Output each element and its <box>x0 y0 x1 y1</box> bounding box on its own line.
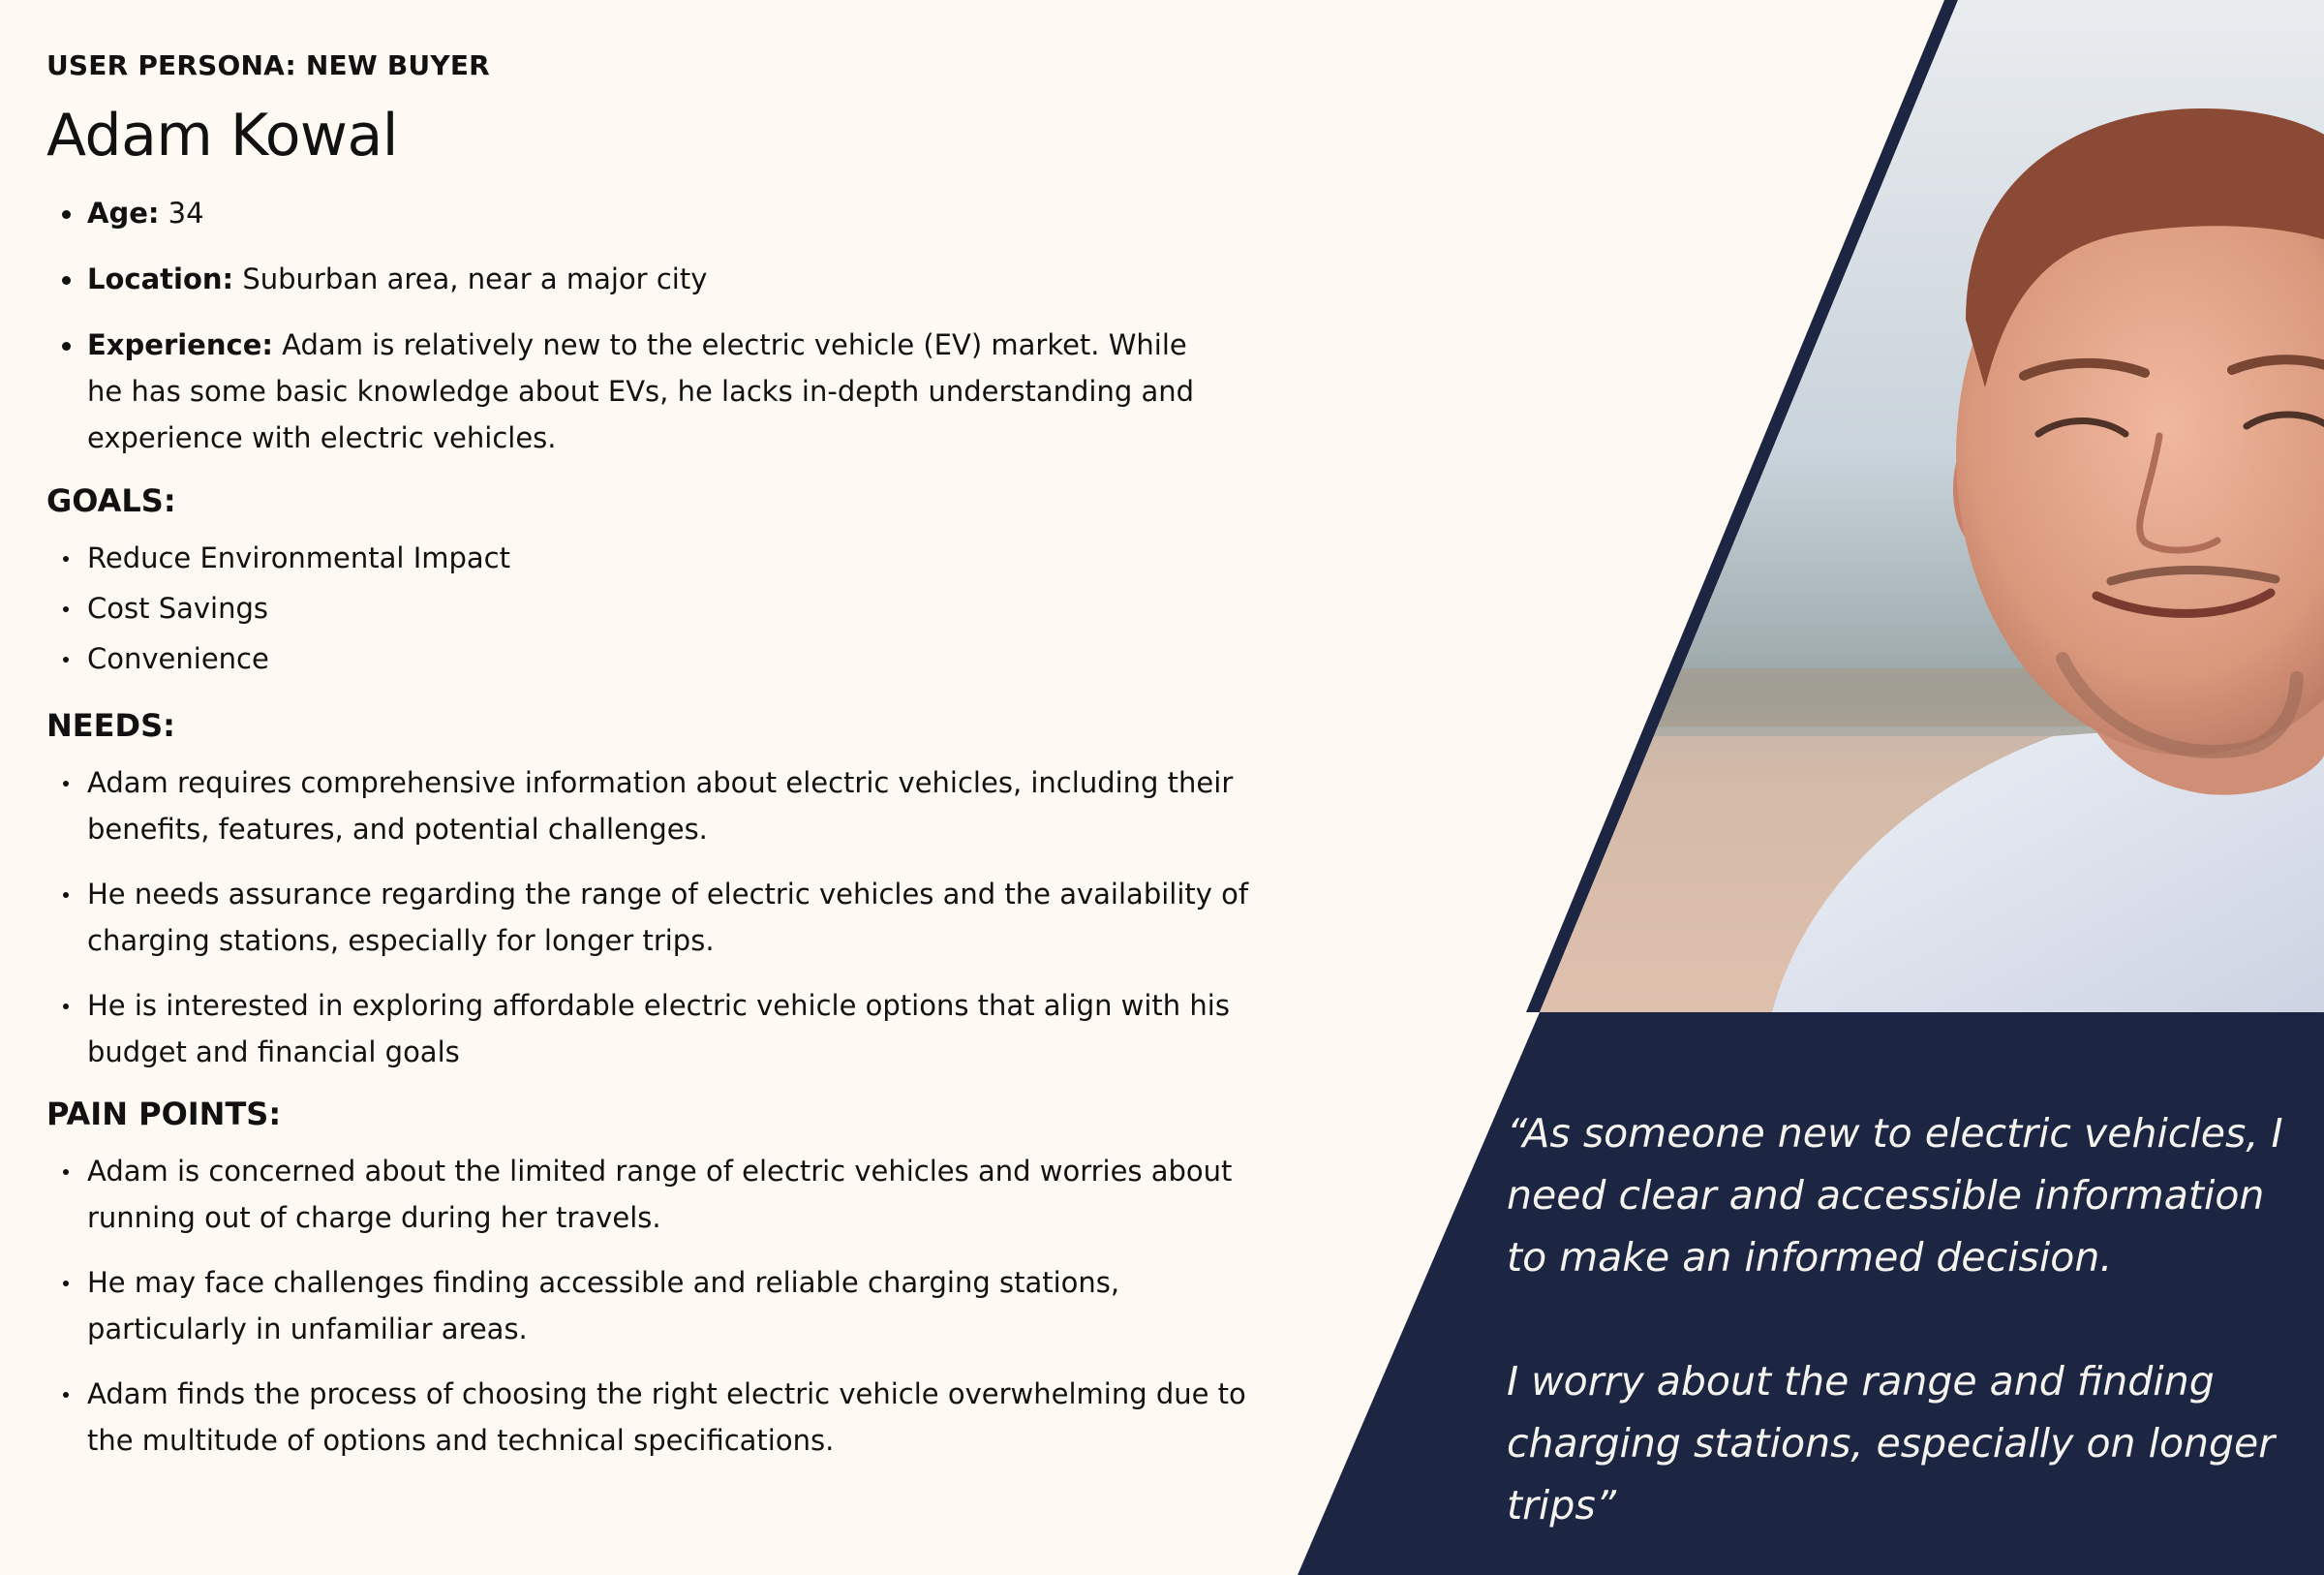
quote-line-2: I worry about the range and finding charging stations, especially on longer trips” <box>1507 1358 2276 1529</box>
fact-experience <box>46 322 1201 461</box>
goals-list <box>46 535 1238 682</box>
pain-points-list <box>46 1148 1246 1464</box>
quote-line-1: “As someone new to electric vehicles, I need clear and accessible information to make an informed decision. <box>1507 1110 2283 1281</box>
fact-value: 34 <box>159 197 204 230</box>
goals-title: GOALS: <box>46 482 176 519</box>
need-item: Adam requires comprehensive information about electric vehicles, including their benefits, features, and potential challenges. <box>46 759 1259 852</box>
need-item: He is interested in exploring affordable electric vehicle options that align with his budget and financial goals <box>46 982 1259 1075</box>
goal-item: Cost Savings <box>46 585 1238 632</box>
fact-key: Age: <box>87 197 160 230</box>
persona-quote <box>1507 1102 2291 1536</box>
fact-value: Suburban area, near a major city <box>233 262 708 295</box>
goal-item: Convenience <box>46 635 1238 682</box>
need-item: He needs assurance regarding the range of electric vehicles and the availability of charging stations, especially for longer trips. <box>46 871 1259 964</box>
persona-label: USER PERSONA: NEW BUYER <box>46 49 490 81</box>
fact-location <box>46 256 1201 302</box>
fact-value: Adam is relatively new to the electric vehicle (EV) market. While he has some basic knowledge about EVs, he lacks in-depth understanding and experience with electric vehicles. <box>87 328 1195 454</box>
goal-item: Reduce Environmental Impact <box>46 535 1238 581</box>
needs-list <box>46 759 1249 1075</box>
persona-name: Adam Kowal <box>46 102 398 170</box>
pain-point-item: Adam finds the process of choosing the right electric vehicle overwhelming due to the multitude of options and technical specifications. <box>46 1371 1259 1464</box>
persona-facts-list <box>46 190 1238 461</box>
pain-point-item: Adam is concerned about the limited range of electric vehicles and worries about running out of charge during her travels. <box>46 1148 1259 1241</box>
fact-age <box>46 190 1201 236</box>
pain-points-title: PAIN POINTS: <box>46 1096 282 1132</box>
fact-key: Location: <box>87 262 234 295</box>
pain-point-item: He may face challenges finding accessible and reliable charging stations, particularly in unfamiliar areas. <box>46 1259 1259 1352</box>
persona-details <box>46 48 1249 1482</box>
fact-key: Experience: <box>87 328 273 361</box>
needs-title: NEEDS: <box>46 707 175 744</box>
